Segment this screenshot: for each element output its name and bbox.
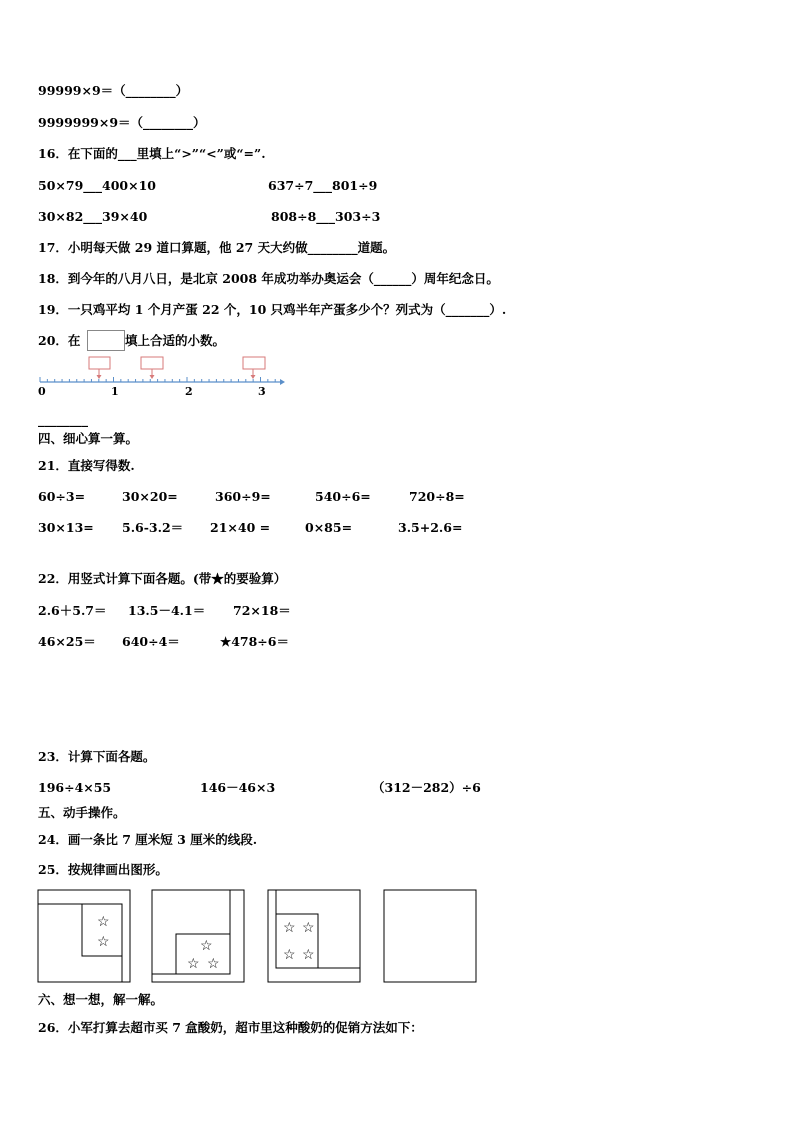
tick-label-3: 3 xyxy=(258,385,266,398)
q16-title: 16．在下面的___里填上“>”“<”或“=”. xyxy=(38,146,266,161)
q22-r2-c1: 46×25＝ xyxy=(38,634,96,649)
star-icon: ☆ xyxy=(207,956,220,972)
star-icon: ☆ xyxy=(302,947,315,963)
star-icon: ☆ xyxy=(302,920,315,936)
q20-suffix: 填上合适的小数。 xyxy=(125,333,226,348)
q16-row2-left: 30×82___39×40 xyxy=(38,209,148,224)
q23-title: 23．计算下面各题。 xyxy=(38,749,156,764)
section-6-title: 六、想一想，解一解。 xyxy=(38,992,164,1007)
star-icon: ☆ xyxy=(97,914,110,930)
equation-line-1: 99999×9＝（________） xyxy=(38,83,189,98)
q16-row2-right: 808÷8___303÷3 xyxy=(271,209,381,224)
q21-r2-c5: 3.5+2.6= xyxy=(398,520,463,535)
q21-title: 21．直接写得数. xyxy=(38,458,135,473)
q21-r1-c3: 360÷9= xyxy=(215,489,271,504)
q21-r1-c5: 720÷8= xyxy=(409,489,465,504)
pattern-box-4 xyxy=(384,890,476,982)
q17-text: 17．小明每天做 29 道口算题，他 27 天大约做________道题。 xyxy=(38,240,396,255)
q23-item-1: 196÷4×55 xyxy=(38,780,112,795)
section-4-title: 四、细心算一算。 xyxy=(38,431,139,446)
star-icon: ☆ xyxy=(97,934,110,950)
equation-line-2: 9999999×9＝（________） xyxy=(38,115,206,130)
q21-r2-c3: 21×40 = xyxy=(210,520,271,535)
q22-r1-c2: 13.5－4.1＝ xyxy=(128,603,206,618)
section-5-title: 五、动手操作。 xyxy=(38,805,126,820)
q21-r1-c1: 60÷3= xyxy=(38,489,86,504)
q23-item-2: 146－46×3 xyxy=(200,780,276,795)
q19-text: 19．一只鸡平均 1 个月产蛋 22 个，10 只鸡半年产蛋多少个？列式为（_______）. xyxy=(38,302,507,317)
q24-text: 24．画一条比 7 厘米短 3 厘米的线段. xyxy=(38,832,258,847)
q21-r1-c4: 540÷6= xyxy=(315,489,371,504)
tick-label-0: 0 xyxy=(38,385,46,398)
star-icon: ☆ xyxy=(283,920,296,936)
q25-title: 25．按规律画出图形。 xyxy=(38,862,168,877)
star-icon: ☆ xyxy=(187,956,200,972)
q22-r1-c1: 2.6＋5.7＝ xyxy=(38,603,107,618)
q22-r2-c3: ★478÷6＝ xyxy=(220,634,289,649)
q18-text: 18．到今年的八月八日，是北京 2008 年成功举办奥运会（______）周年纪念日。 xyxy=(38,271,499,286)
tick-label-2: 2 xyxy=(185,385,193,398)
q23-item-3: （312－282）÷6 xyxy=(372,780,481,795)
tick-label-1: 1 xyxy=(111,385,119,398)
q16-row1-right: 637÷7___801÷9 xyxy=(268,178,378,193)
q22-title: 22．用竖式计算下面各题。(带★的要验算） xyxy=(38,571,287,586)
q21-r1-c2: 30×20= xyxy=(122,489,178,504)
star-icon: ☆ xyxy=(283,947,296,963)
q20-prefix: 20．在 xyxy=(38,333,81,348)
q21-r2-c4: 0×85= xyxy=(305,520,353,535)
q21-r2-c2: 5.6-3.2＝ xyxy=(122,520,184,535)
q26-text: 26．小军打算去超市买 7 盒酸奶，超市里这种酸奶的促销方法如下： xyxy=(38,1020,423,1035)
q16-row1-left: 50×79___400×10 xyxy=(38,178,156,193)
q22-r1-c3: 72×18＝ xyxy=(233,603,291,618)
star-icon: ☆ xyxy=(200,938,213,954)
q21-r2-c1: 30×13= xyxy=(38,520,94,535)
q22-r2-c2: 640÷4＝ xyxy=(122,634,180,649)
q20-answer-blank: ________ xyxy=(38,412,88,427)
